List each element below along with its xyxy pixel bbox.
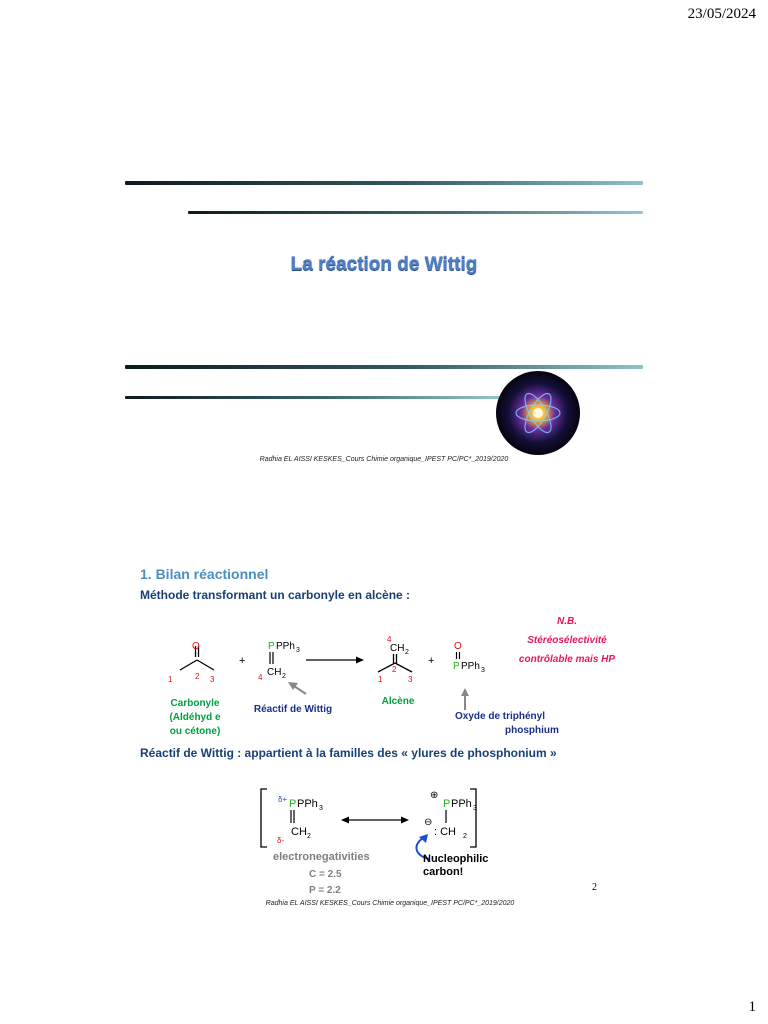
carbonyl-label: ou cétone) [169,726,221,737]
slide-footer: Radhia EL AISSI KESKES_Cours Chimie organique_IPEST PC/PC*_2019/2020 [265,900,515,907]
pph-group: PPh [297,798,318,810]
nb-line: N.B. [557,616,577,627]
slide-title: La réaction de Wittig [290,254,478,275]
slide-number: 2 [592,882,597,893]
wittig-reagent-label: Réactif de Wittig [253,704,333,715]
ylide-description: Réactif de Wittig : appartient à la familles des « ylures de phosphonium » [140,746,557,760]
pph-group: PPh [461,661,480,672]
phosphorus-atom: P [453,661,460,672]
subscript: 3 [296,647,300,654]
atom-orb-image [495,370,581,456]
oxide-label: phosphium [505,725,559,736]
carbon-number: 4 [258,673,263,682]
decorative-bar [125,365,643,369]
plus-charge: ⊕ [430,790,439,801]
lone-pair-ch2: : CH [434,826,456,838]
nb-line: contrôlable mais HP [518,654,616,665]
nb-line: Stéréosélectivité [527,635,607,646]
carbonyl-label: (Aldéhyd e [169,712,221,723]
electronegativity-p: P = 2.2 [309,885,341,896]
subscript: 3 [319,805,323,812]
minus-charge: ⊖ [424,817,433,828]
carbon-number: 4 [387,635,392,644]
ylide-resonance-diagram [255,785,505,900]
alkene-label: Alcène [381,696,415,707]
section-subtitle: Méthode transformant un carbonyle en alcène : [140,588,411,602]
ch2-group: CH [390,643,405,654]
electronegativity-c: C = 2.5 [309,869,342,880]
subscript: 2 [282,673,286,680]
subscript: 2 [463,833,467,840]
carbon-number: 3 [408,675,413,684]
plus-sign: + [428,655,435,667]
wittig-reaction-scheme [160,630,610,742]
subscript: 3 [481,667,485,674]
section-title: 1. Bilan réactionnel [140,566,269,582]
oxygen-atom: O [454,641,462,652]
oxide-label: Oxyde de triphényl [454,711,546,722]
phosphorus-atom: P [443,798,451,810]
carbon-number: 1 [168,675,173,684]
pph-group: PPh [276,641,295,652]
page-number: 1 [748,999,756,1015]
delta-minus: δ- [277,836,285,845]
subscript: 2 [307,833,311,840]
carbon-number: 1 [378,675,383,684]
nucleophilic-label: Nucleophilic [423,853,489,865]
carbon-number: 2 [392,665,397,674]
print-date: 23/05/2024 [687,6,756,22]
decorative-bar [188,211,643,214]
decorative-bar [125,181,643,185]
phosphorus-atom: P [268,641,275,652]
plus-sign: + [239,655,246,667]
phosphorus-atom: P [289,798,297,810]
ch2-group: CH [291,826,307,838]
pph-group: PPh [451,798,472,810]
subscript: 2 [405,649,409,656]
decorative-bar [125,396,500,399]
oxygen-atom: O [192,641,200,652]
delta-plus: δ+ [278,795,288,804]
carbon-number: 3 [210,675,215,684]
ch2-group: CH [267,667,282,678]
carbon-number: 2 [195,672,200,681]
electronegativity-title: electronegativities [273,851,370,863]
carbonyl-label: Carbonyle [170,698,220,709]
subscript: 3 [473,805,477,812]
slide-footer: Radhia EL AISSI KESKES_Cours Chimie organique_IPEST PC/PC*_2019/2020 [259,456,509,463]
nucleophilic-label: carbon! [423,866,464,878]
